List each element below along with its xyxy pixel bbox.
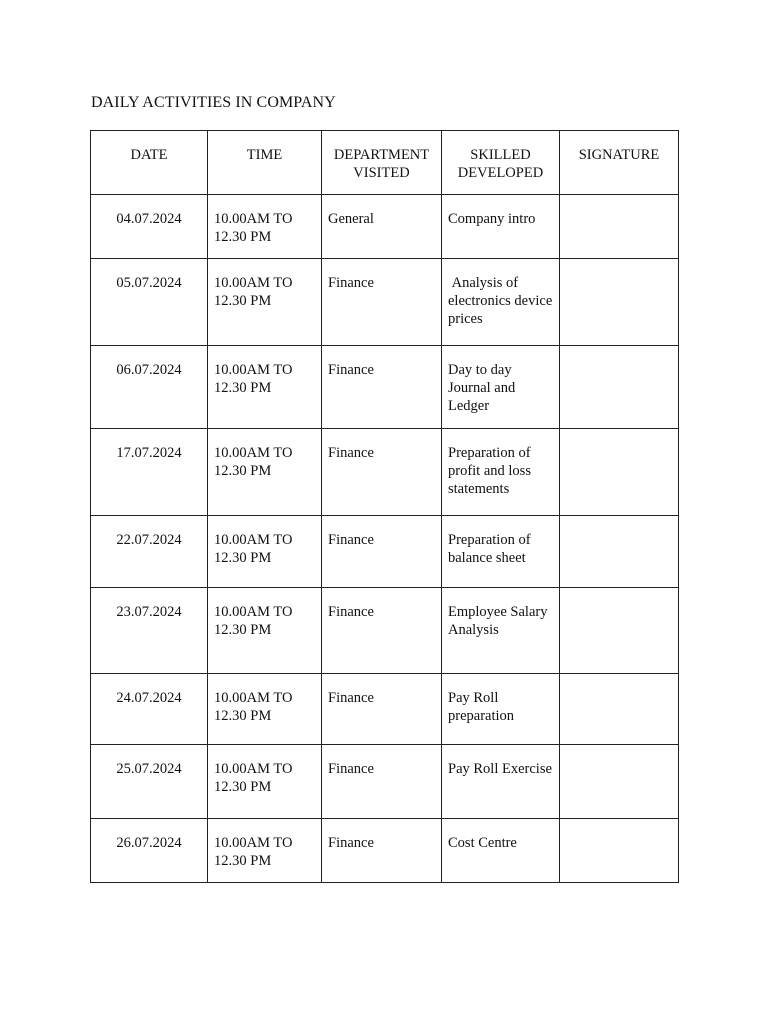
table-row — [91, 819, 679, 883]
activities-table — [90, 130, 679, 883]
signature-cell — [560, 516, 679, 588]
table-row — [91, 195, 679, 259]
department-cell: Finance — [322, 588, 442, 674]
signature-cell — [560, 819, 679, 883]
department-cell: Finance — [322, 745, 442, 819]
time-cell: 10.00AM TO 12.30 PM — [208, 516, 322, 588]
table-body — [91, 195, 679, 883]
signature-cell — [560, 588, 679, 674]
time-cell: 10.00AM TO 12.30 PM — [208, 819, 322, 883]
date-cell: 05.07.2024 — [91, 259, 208, 346]
date-cell: 06.07.2024 — [91, 346, 208, 429]
department-cell: Finance — [322, 819, 442, 883]
time-cell: 10.00AM TO 12.30 PM — [208, 259, 322, 346]
skill-cell: Company intro — [442, 195, 560, 259]
department-cell: Finance — [322, 674, 442, 745]
signature-cell — [560, 259, 679, 346]
signature-cell — [560, 346, 679, 429]
time-cell: 10.00AM TO 12.30 PM — [208, 429, 322, 516]
header-date: DATE — [91, 131, 208, 195]
date-cell: 17.07.2024 — [91, 429, 208, 516]
header-row — [91, 131, 679, 195]
time-cell: 10.00AM TO 12.30 PM — [208, 195, 322, 259]
skill-cell: Pay Roll preparation — [442, 674, 560, 745]
skill-cell: Employee Salary Analysis — [442, 588, 560, 674]
table-row — [91, 745, 679, 819]
header-department: DEPARTMENT VISITED — [322, 131, 442, 195]
department-cell: Finance — [322, 346, 442, 429]
page-title: DAILY ACTIVITIES IN COMPANY — [91, 94, 336, 111]
time-cell: 10.00AM TO 12.30 PM — [208, 745, 322, 819]
date-cell: 04.07.2024 — [91, 195, 208, 259]
skill-cell: Cost Centre — [442, 819, 560, 883]
date-cell: 24.07.2024 — [91, 674, 208, 745]
table-row — [91, 346, 679, 429]
header-time: TIME — [208, 131, 322, 195]
skill-cell: Pay Roll Exercise — [442, 745, 560, 819]
department-cell: Finance — [322, 429, 442, 516]
signature-cell — [560, 745, 679, 819]
skill-cell: Preparation of balance sheet — [442, 516, 560, 588]
time-cell: 10.00AM TO 12.30 PM — [208, 674, 322, 745]
date-cell: 23.07.2024 — [91, 588, 208, 674]
skill-cell: Day to day Journal and Ledger — [442, 346, 560, 429]
department-cell: General — [322, 195, 442, 259]
date-cell: 25.07.2024 — [91, 745, 208, 819]
skill-cell: Preparation of profit and loss statements — [442, 429, 560, 516]
skill-cell: Analysis of electronics device prices — [442, 259, 560, 346]
date-cell: 22.07.2024 — [91, 516, 208, 588]
signature-cell — [560, 674, 679, 745]
time-cell: 10.00AM TO 12.30 PM — [208, 346, 322, 429]
signature-cell — [560, 195, 679, 259]
table-header — [91, 131, 679, 195]
table-row — [91, 516, 679, 588]
department-cell: Finance — [322, 516, 442, 588]
table-row — [91, 674, 679, 745]
date-cell: 26.07.2024 — [91, 819, 208, 883]
table-row — [91, 429, 679, 516]
department-cell: Finance — [322, 259, 442, 346]
header-signature: SIGNATURE — [560, 131, 679, 195]
time-cell: 10.00AM TO 12.30 PM — [208, 588, 322, 674]
header-skill: SKILLED DEVELOPED — [442, 131, 560, 195]
table-row — [91, 588, 679, 674]
table-row — [91, 259, 679, 346]
signature-cell — [560, 429, 679, 516]
